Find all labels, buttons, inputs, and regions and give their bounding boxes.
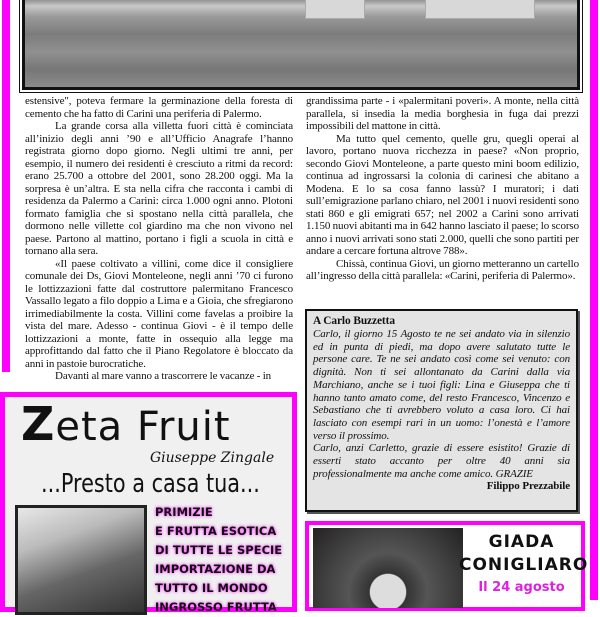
left-magenta-border [2,0,10,372]
advert-line: TUTTO IL MONDO [155,581,268,595]
advert-line: DI TUTTE LE SPECIE [155,543,283,557]
article-column-right [306,95,579,305]
advert-slogan: ...Presto a casa tua... [41,469,260,499]
advert-line: PRIMIZIE [155,505,213,519]
birthday-last-name: CONIGLIARO [459,555,589,575]
birthday-first-name: GIADA [488,532,555,552]
memoriam-box [305,309,578,512]
birthday-name [459,531,589,577]
brand-initial: Z [21,397,56,451]
advert-line: IMPORTAZIONE DA [155,562,276,576]
birthday-box [305,521,589,611]
article-paragraph: estensive", poteva fermare la germinazione della foresta di cemento che ha fatto di Carini una periferia di Palermo. [25,95,293,120]
article-paragraph: Chissà, continua Giovi, un giorno metteranno un cartello all’ingresso della città parallela: «Carini, periferia di Palermo». [306,257,579,282]
right-magenta-border [590,0,598,600]
article-paragraph: Ma tutto quel cemento, quelle gru, quegli operai al lavoro, portano nuova ricchezza in paese? «Non proprio, secondo Giovi Monteleone, a parte questo mini boom edilizio, continua ad ingrossarsi la colonia di carinesi che abitano a Modena. E lo sa cosa fanno lassù? I muratori; i dati sull’emigrazione parlano chiaro, nel 2001 i nuovi residenti sono stati 860 e gli emigrati 657; nel 2002 a Carini sono arrivati 1.150 nuovi abitanti ma in 642 hanno lasciato il paese; lo scorso anno i nuovi arrivati sono stati 2.000, quelli che sono partiti per andare a cercare fortuna altrove 788». [306,132,579,257]
zeta-fruit-advert [0,392,297,612]
article-paragraph: grandissima parte - i «palermitani poveri». A monte, nella città parallela, si insedia la media borghesia in fuga dai prezzi impossibili del mattone in città. [306,95,579,132]
advert-owner: Giuseppe Zingale [150,450,275,466]
memoriam-title: A Carlo Buzzetta [313,315,395,327]
baby-photo [313,528,463,608]
memoriam-body-2: Carlo, anzi Carletto, grazie di essere esistito! Grazie di esserti stato accanto per oltre 40 anni sia professionalmente ma anche come amico. GRAZIE [313,442,570,480]
brand-rest: eta Fruit [55,404,231,450]
memoriam-signature: Filippo Prezzabile [486,480,570,493]
memoriam-body: Carlo, il giorno 15 Agosto te ne sei andato via in silenzio ed in punta di piedi, ma dopo avere salutato tutte le persone care. Te ne sei andato così come sei venuto: con dignità. Non ti sei allontanato da Carini dalla via Marchiano, anche se i tuoi figli: Lina e Giuseppa che ti hanno tanto amato come, del resto Francesco, Vincenzo e Sebastiano che ti avrebbero voluto a casa loro. Ci hai lasciato con esempi rari in un uomo: l’onestà e l’amore verso il prossimo. [313,328,570,442]
article-photo-construction-field [22,0,580,90]
article-paragraph: «Il paese coltivato a villini, come dice il consigliere comunale dei Ds, Giovi Monteleone, negli anni ’70 ci furono le lottizzazioni fatte dal costruttore palermitano Francesco Vassallo legato a filo doppio a Lima e a Gioia, che sfregiarono irrimediabilmente la costa. Villini come favelas a proibire la vista del mare. Adesso - continua Giovi - è il tempo delle lottizzazioni a monte, fatte in ossequio alla legge ma approfittando dal fatto che il Piano Regolatore è bloccato da anni in pastoie burocratiche. [25,257,293,370]
photo-house [305,0,365,19]
article-paragraph: La grande corsa alla villetta fuori città è cominciata all’inizio degli anni ’90 e all’Ufficio Anagrafe l’hanno registrata giorno dopo giorno. Negli ultimi tre anni, per esempio, il numero dei residenti è cresciuto a ritmi da record: erano 25.700 a ottobre del 2001, sono 28.200 oggi. Ma la sorpresa è un’altra. E sta nella cifra che racconta i cambi di residenza da Palermo a Carini: circa 1.000 ogni anno. Plotoni formato famiglia che si spostano nella città parallela, che dormono nelle villette col giardino ma che non vivono nel paese. Partono al mattino, portano i figli a scuola in città e tornano alla sera. [25,120,293,257]
advert-line: E FRUTTA ESOTICA [155,524,277,538]
article-paragraph: Davanti al mare vanno a trascorrere le vacanze - in [55,370,272,382]
photo-house [425,0,535,19]
advert-brand [21,399,231,449]
advert-line: INGROSSO FRUTTA [155,600,277,614]
advert-shop-photo [15,505,147,615]
article-column-left [25,95,293,389]
birthday-date: Il 24 agosto [478,580,565,595]
